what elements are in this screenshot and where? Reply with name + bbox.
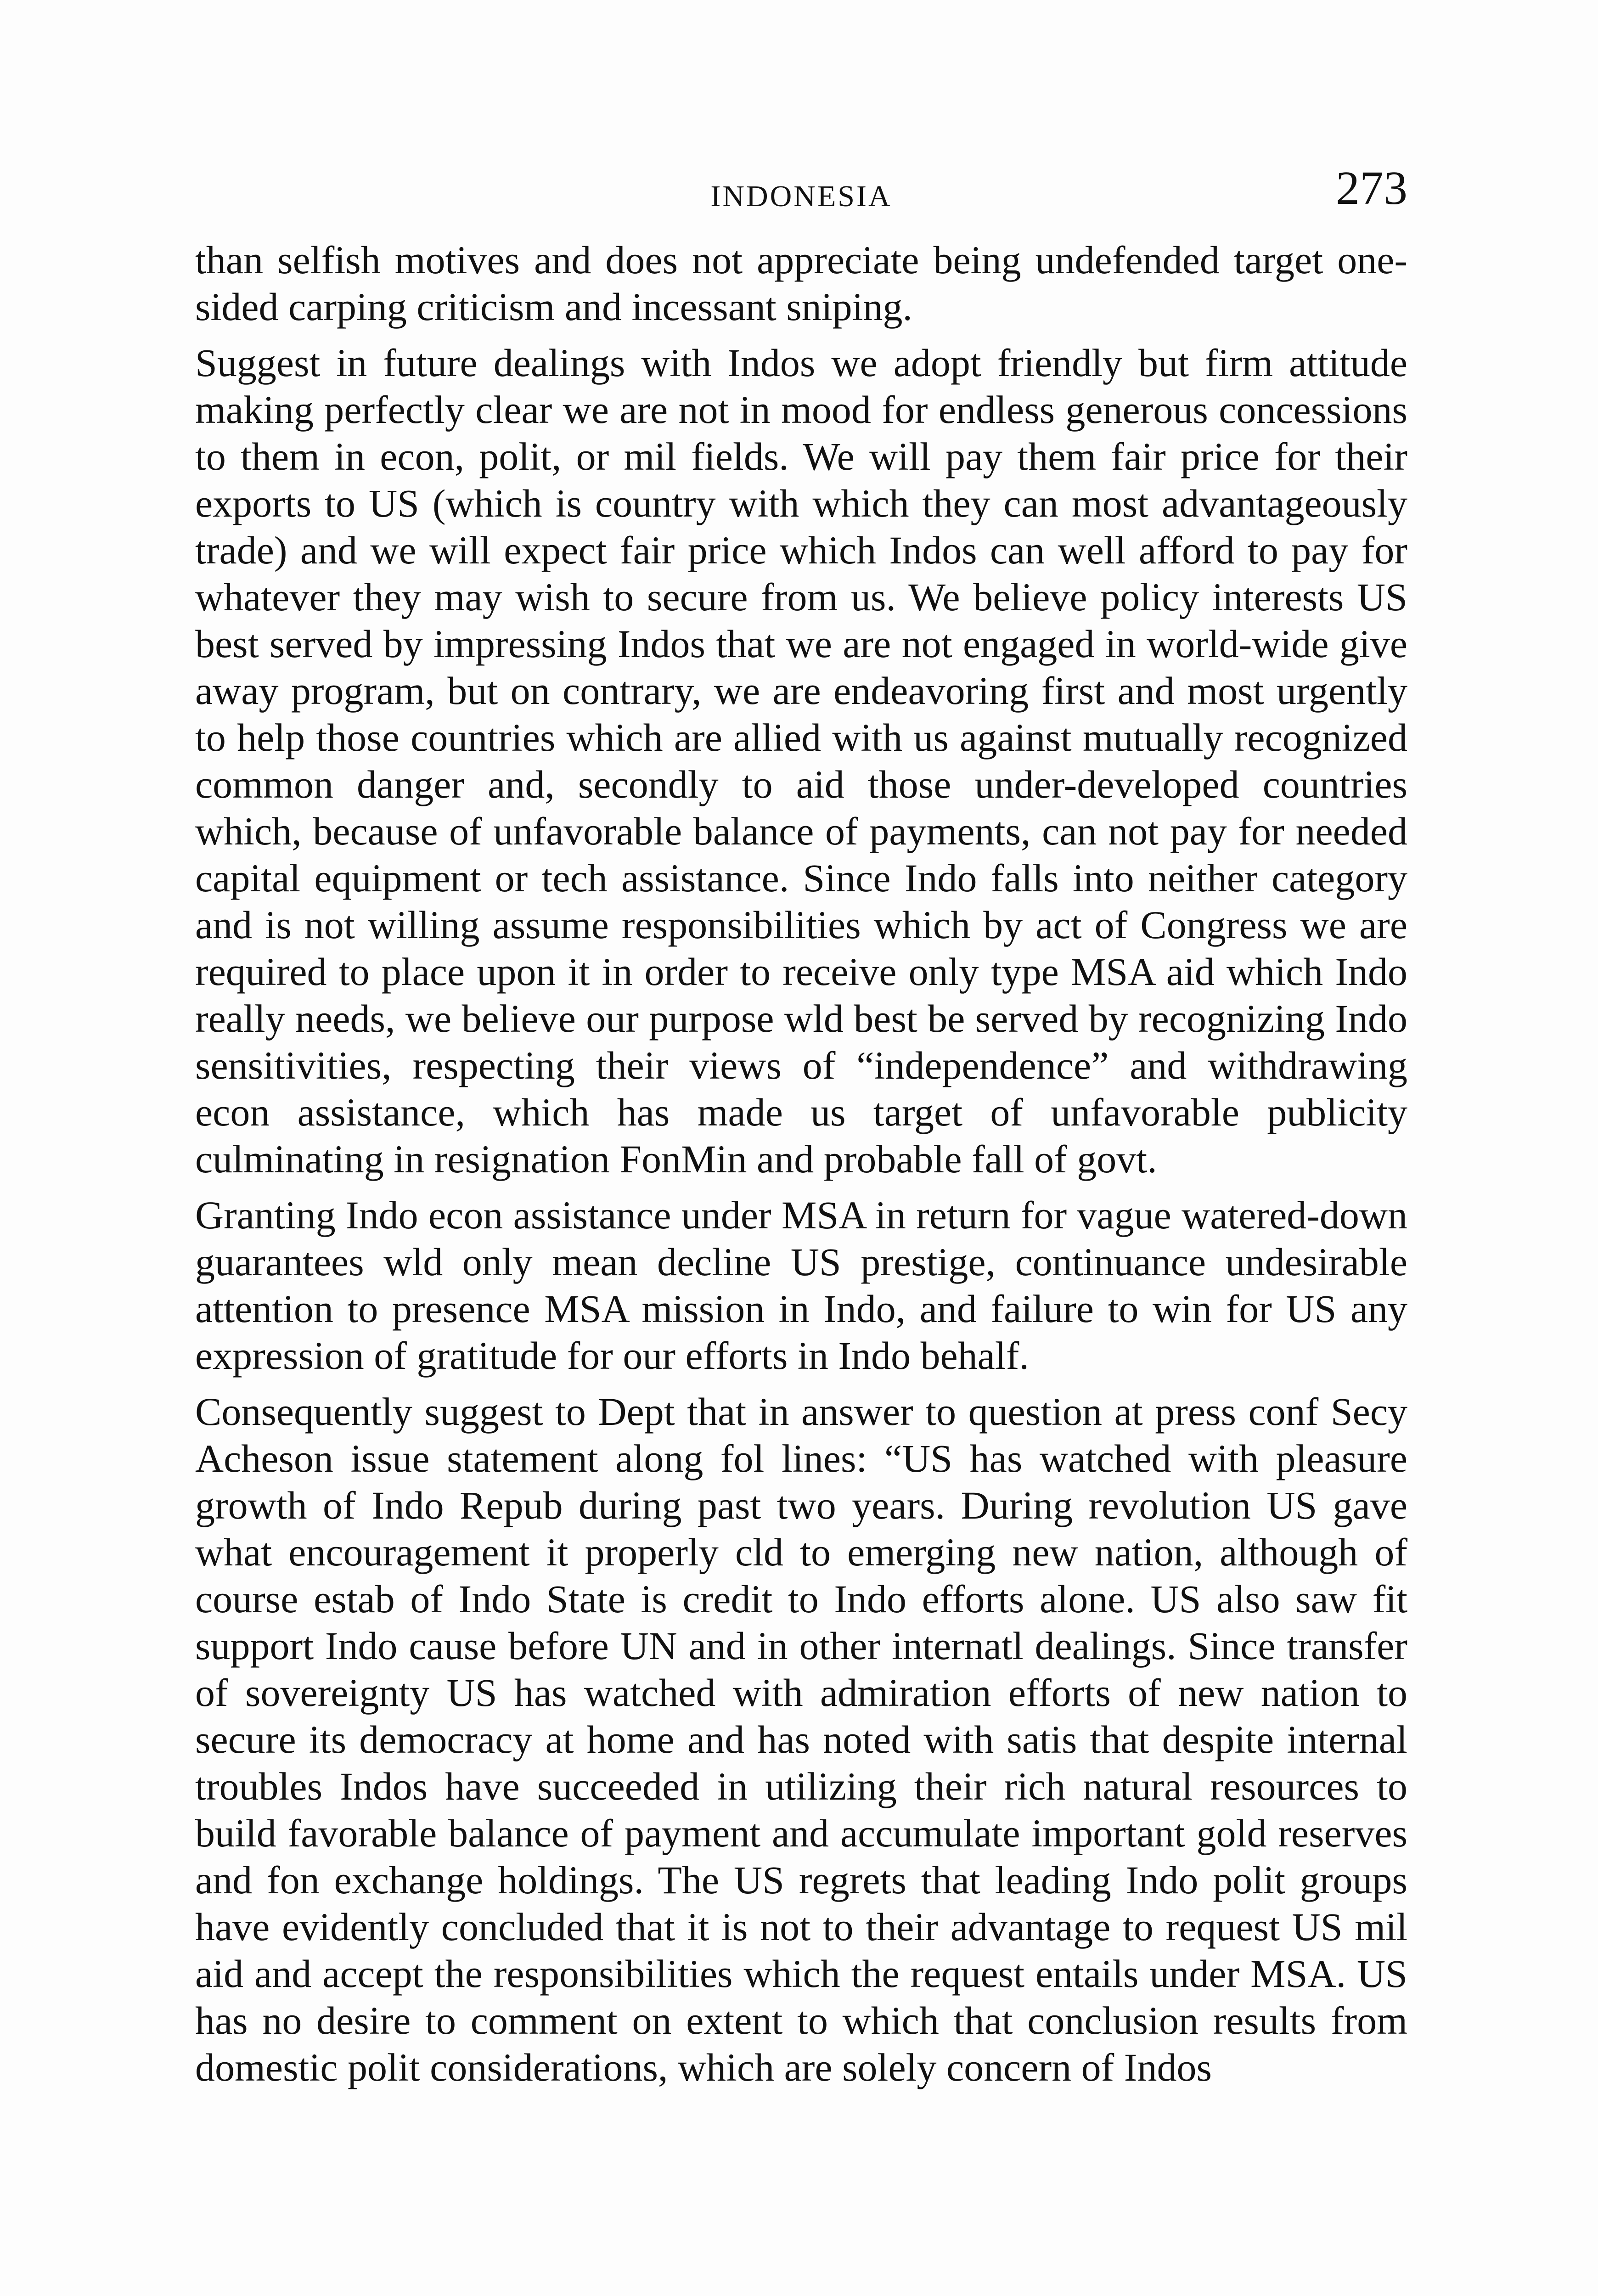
- page-header: [195, 161, 1407, 225]
- paragraph: Consequently suggest to Dept that in answer to question at press conf Secy Acheson issue statement along fol lines: “US has watched with pleasure growth of Indo Repub during past two years. During revolution US gave what encouragement it properly cld to emerging new nation, although of course estab of Indo State is credit to Indo efforts alone. US also saw fit support Indo cause before UN and in other internatl dealings. Since transfer of sovereignty US has watched with admiration efforts of new nation to secure its democracy at home and has noted with satis that despite internal troubles Indos have succeeded in utilizing their rich natural resources to build favorable balance of payment and accumulate important gold reserves and fon exchange holdings. The US regrets that leading Indo polit groups have evidently concluded that it is not to their advantage to request US mil aid and accept the responsibilities which the request entails under MSA. US has no desire to comment on extent to which that conclusion results from domestic polit considerations, which are solely concern of Indos: [195, 1390, 1407, 2089]
- body-text: [195, 236, 1407, 2091]
- paragraph: than selfish motives and does not appreciate being undefended target one-sided carping criticism and incessant sniping.: [195, 238, 1407, 329]
- paragraph: Granting Indo econ assistance under MSA in return for vague watered-down guarantees wld only mean decline US prestige, continuance undesirable attention to presence MSA mission in Indo, and failure to win for US any expression of gratitude for our efforts in Indo behalf.: [195, 1193, 1407, 1378]
- running-title: INDONESIA: [710, 180, 892, 213]
- paragraph: Suggest in future dealings with Indos we adopt friendly but firm attitude making perfectly clear we are not in mood for endless generous concessions to them in econ, polit, or mil fields. We will pay them fair price for their exports to US (which is country with which they can most advantageously trade) and we will expect fair price which Indos can well afford to pay for whatever they may wish to secure from us. We believe policy interests US best served by impressing Indos that we are not engaged in world-wide give away program, but on contrary, we are endeavoring first and most urgently to help those countries which are allied with us against mutually recognized common danger and, secondly to aid those under-developed countries which, because of unfavorable balance of payments, can not pay for needed capital equipment or tech assistance. Since Indo falls into neither category and is not willing assume responsibilities which by act of Congress we are required to place upon it in order to receive only type MSA aid which Indo really needs, we believe our purpose wld best be served by recognizing Indo sensitivities, respecting their views of “independence” and withdrawing econ assistance, which has made us target of unfavorable publicity culminating in resignation FonMin and probable fall of govt.: [195, 341, 1407, 1181]
- page-number: 273: [1336, 162, 1407, 214]
